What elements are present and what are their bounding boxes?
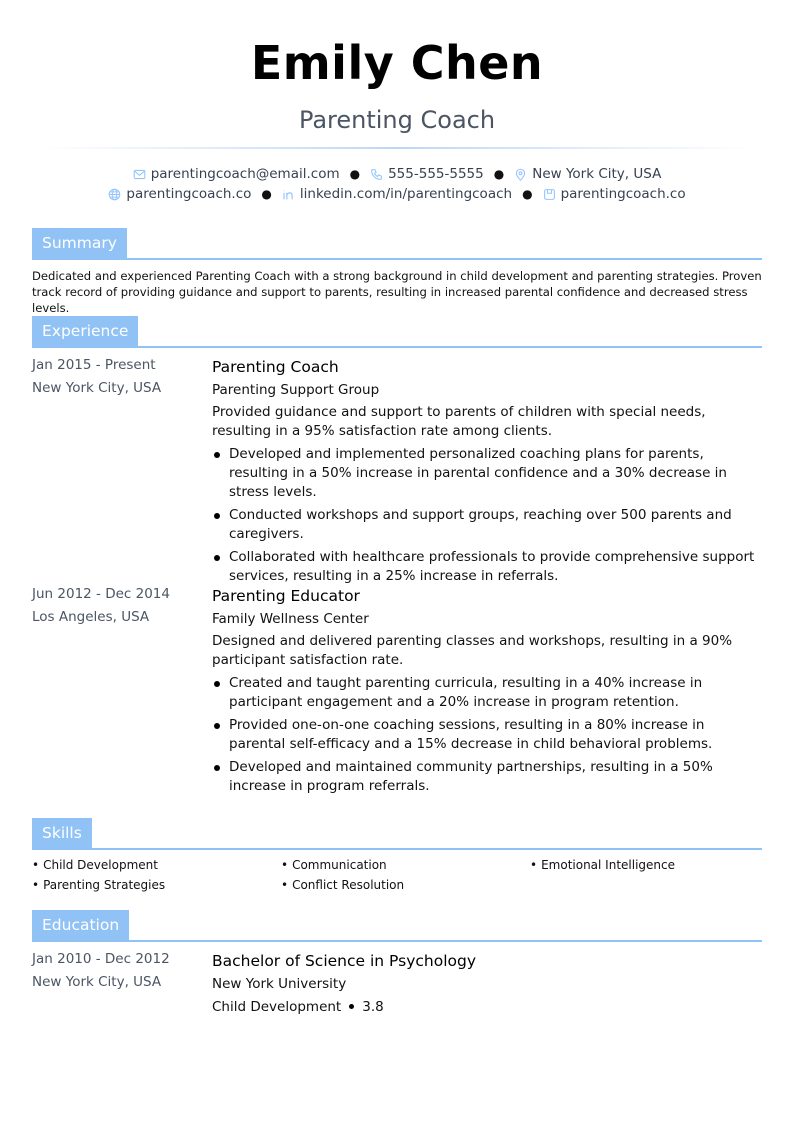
summary-section-header: [32, 228, 762, 260]
education-section-header: [32, 910, 762, 942]
skills-section-header: [32, 818, 762, 850]
location-text: New York City, USA: [532, 166, 662, 182]
portfolio-icon: [543, 188, 556, 201]
job-1-location: New York City, USA: [32, 380, 162, 396]
globe-icon: [108, 188, 121, 201]
job-2-org: Family Wellness Center: [212, 611, 369, 627]
job-2-dates: Jun 2012 - Dec 2014: [32, 586, 170, 602]
email-text: parentingcoach@email.com: [150, 166, 340, 182]
skill-item: • Child Development: [32, 857, 281, 873]
header-divider: [40, 147, 754, 149]
list-item: Collaborated with healthcare professionals to provide comprehensive support services, resulting in a 25% increase in referrals.: [212, 548, 762, 586]
separator-dot: ●: [349, 167, 361, 181]
education-dates: Jan 2010 - Dec 2012: [32, 951, 170, 967]
experience-section-header: [32, 316, 762, 348]
job-2-location: Los Angeles, USA: [32, 609, 150, 625]
education-meta: [32, 948, 207, 994]
education-details: [212, 996, 762, 1019]
list-item: Created and taught parenting curricula, resulting in a 40% increase in participant engagement and a 20% increase in program retention.: [212, 674, 762, 712]
education-location: New York City, USA: [32, 974, 162, 990]
job-1-entry: [212, 355, 762, 590]
contact-row-2: [0, 186, 794, 202]
job-1-bullets: [212, 445, 762, 586]
candidate-name: Emily Chen: [250, 36, 544, 90]
job-2-meta: [32, 583, 207, 629]
job-2-bullets: [212, 674, 762, 796]
education-school: New York University: [212, 976, 347, 992]
job-1-dates: Jan 2015 - Present: [32, 357, 156, 373]
location-pin-icon: [514, 168, 527, 181]
contact-email[interactable]: [133, 166, 340, 182]
education-gpa: 3.8: [362, 999, 384, 1015]
candidate-title: Parenting Coach: [298, 106, 496, 134]
contact-phone[interactable]: [370, 166, 484, 182]
skill-item: • Parenting Strategies: [32, 877, 281, 893]
skills-list: [32, 857, 767, 893]
skills-heading: Skills: [32, 818, 92, 848]
separator-dot: ●: [522, 187, 533, 201]
separator-dot: ●: [261, 187, 272, 201]
contact-location: [514, 166, 661, 182]
job-1-description: Provided guidance and support to parents of children with special needs, resulting in a 95% satisfaction rate among clients.: [212, 404, 706, 439]
phone-text: 555-555-5555: [388, 166, 484, 182]
job-1-role: Parenting Coach: [212, 358, 339, 376]
separator-dot: ●: [493, 167, 505, 181]
contact-row-1: [0, 166, 794, 182]
portfolio-text: parentingcoach.co: [560, 186, 686, 202]
skill-item: • Emotional Intelligence: [530, 857, 767, 873]
job-1-meta: [32, 354, 207, 400]
mail-icon: [133, 168, 146, 181]
list-item: Developed and maintained community partnerships, resulting in a 50% increase in program referrals.: [212, 758, 762, 796]
education-entry: [212, 949, 762, 1019]
education-degree: Bachelor of Science in Psychology: [212, 952, 476, 970]
job-2-entry: [212, 584, 762, 800]
list-item: Conducted workshops and support groups, reaching over 500 parents and caregivers.: [212, 506, 762, 544]
skill-item: • Communication: [281, 857, 530, 873]
contact-linkedin[interactable]: [282, 186, 512, 202]
contact-portfolio[interactable]: [543, 186, 686, 202]
job-1-org: Parenting Support Group: [212, 382, 380, 398]
list-item: Provided one-on-one coaching sessions, resulting in a 80% increase in parental self-efficacy and a 15% decrease in child behavioral problems.: [212, 716, 762, 754]
website-text: parentingcoach.co: [126, 186, 252, 202]
separator-dot: [349, 1004, 354, 1009]
linkedin-text: linkedin.com/in/parentingcoach: [299, 186, 513, 202]
contact-website[interactable]: [108, 186, 251, 202]
list-item: Developed and implemented personalized coaching plans for parents, resulting in a 50% increase in parental confidence and a 30% decrease in stress levels.: [212, 445, 762, 502]
summary-heading: Summary: [32, 228, 127, 258]
education-minor: Child Development: [212, 999, 342, 1015]
job-2-role: Parenting Educator: [212, 587, 360, 605]
experience-heading: Experience: [32, 316, 138, 346]
summary-text: Dedicated and experienced Parenting Coach with a strong background in child development and parenting strategies. Proven track record of providing guidance and support to parents, resulting in increased parental confidence and decreased stress levels.: [32, 269, 762, 315]
linkedin-icon: [282, 188, 295, 201]
job-2-description: Designed and delivered parenting classes and workshops, resulting in a 90% participant satisfaction rate.: [212, 633, 733, 668]
education-heading: Education: [32, 910, 129, 940]
skill-item: • Conflict Resolution: [281, 877, 530, 893]
phone-icon: [370, 168, 383, 181]
